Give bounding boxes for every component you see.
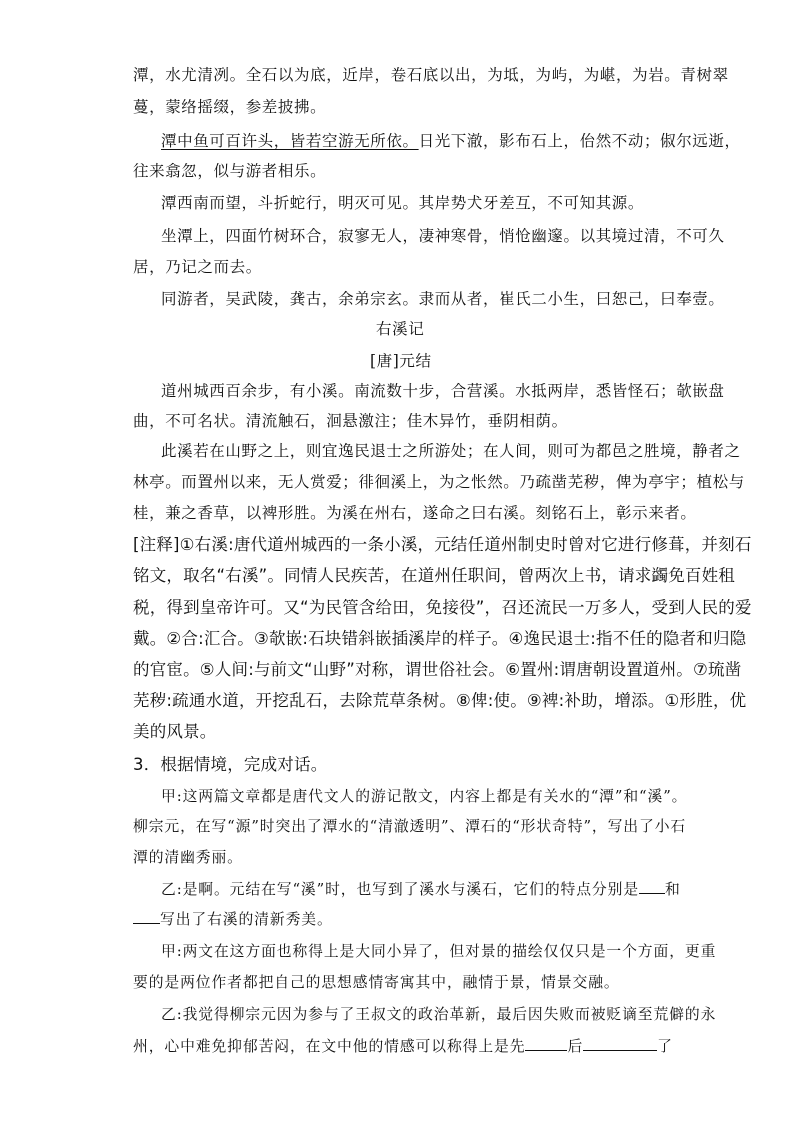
passage1-line: 蔓，蒙络摇缀，参差披拂。 xyxy=(133,98,327,116)
dialogue-text: 乙:是啊。元结在写“溪”时，也写到了溪水与溪石，它们的特点分别是 xyxy=(161,881,640,898)
answer-blank-1[interactable] xyxy=(639,879,665,894)
passage1-line: 往来翕忽，似与游者相乐。 xyxy=(133,162,327,180)
dialogue-text: 后 xyxy=(567,1038,584,1055)
dialogue-line: 乙:我觉得柳宗元因为参与了王叔文的政治革新，最后因失败而被贬谪至荒僻的永 xyxy=(161,1006,717,1023)
dialogue-line: 要的是两位作者都把自己的思想感情寄寓其中，融情于景，情景交融。 xyxy=(133,974,620,991)
dialogue-text: 州，心中难免抑郁苦闷，在文中他的情感可以称得上是先 xyxy=(133,1038,526,1055)
dialogue-line xyxy=(133,909,333,931)
dialogue-line: 甲:这两篇文章都是唐代文人的游记散文，内容上都是有关水的“潭”和“溪”。 xyxy=(161,788,688,805)
dialogue-text: 和 xyxy=(665,881,681,898)
dialogue-line: 甲:两文在这方面也称得上是大同小异了，但对景的描绘仅仅只是一个方面，更重 xyxy=(161,943,717,960)
question-heading: 3．根据情境，完成对话。 xyxy=(133,755,328,774)
note-line: 美的风景。 xyxy=(133,722,217,741)
passage2-line: 此溪若在山野之上，则宜逸民退士之所游处；在人间，则可为都邑之胜境，静者之 xyxy=(161,442,741,460)
passage1-text: 日光下澈，影布石上，佁然不动；俶尔远逝， xyxy=(418,132,741,150)
note-line: 戴。②合:汇合。③欹嵌:石块错斜嵌插溪岸的样子。④逸民退士:指不任的隐者和归隐 xyxy=(133,629,747,648)
answer-blank-2[interactable] xyxy=(133,909,160,924)
dialogue-line xyxy=(161,879,681,901)
dialogue-text: 写出了右溪的清新秀美。 xyxy=(160,911,333,928)
passage-title: 右溪记 xyxy=(376,320,425,338)
passage1-line: 潭西南而望，斗折蛇行，明灭可见。其岸势犬牙差互，不可知其源。 xyxy=(161,194,645,212)
passage2-line: 曲，不可名状。清流触石，洄悬激注；佳木异竹，垂阴相荫。 xyxy=(133,412,568,430)
note-line: 铭文，取名“右溪”。同情人民疾苦，在道州任职间，曾两次上书，请求蠲免百姓租 xyxy=(133,566,735,585)
passage1-paragraph xyxy=(161,130,741,152)
passage1-line: 潭，水尤清冽。全石以为底，近岸，卷石底以出，为坻，为屿，为嵁，为岩。青树翠 xyxy=(133,66,729,84)
note-line: 税，得到皇帝许可。又“为民管含给田，免接役”，召还流民一万多人，受到人民的爱 xyxy=(133,598,752,617)
answer-blank-3[interactable] xyxy=(525,1036,567,1051)
dialogue-line: 潭的清幽秀丽。 xyxy=(133,849,243,866)
passage-author: [唐]元结 xyxy=(370,352,432,370)
passage2-line: 桂，兼之香草，以裨形胜。为溪在州右，遂命之曰右溪。刻铭石上，彰示来者。 xyxy=(133,504,697,522)
passage1-line: 居，乃记之而去。 xyxy=(133,258,262,276)
dialogue-line: 柳宗元，在写“源”时突出了潭水的“清澈透明”、潭石的“形状奇特”，写出了小石 xyxy=(133,818,687,835)
passage2-line: 林亭。而置州以来，无人赏爱；徘徊溪上，为之怅然。乃疏凿芜秽，俾为亭宇；植松与 xyxy=(133,473,745,491)
underlined-sentence: 潭中鱼可百许头，皆若空游无所依。 xyxy=(161,132,419,150)
passage2-line: 道州城西百余步，有小溪。南流数十步，合营溪。水抵两岸，悉皆怪石；欹嵌盘 xyxy=(161,382,725,400)
note-line: [注释]①右溪:唐代道州城西的一条小溪，元结任道州制史时曾对它进行修葺，并刻石 xyxy=(133,535,752,554)
answer-blank-4[interactable] xyxy=(583,1036,657,1051)
dialogue-line xyxy=(133,1036,673,1058)
passage1-line: 坐潭上，四面竹树环合，寂寥无人，凄神寒骨，悄怆幽邃。以其境过清，不可久 xyxy=(161,227,725,245)
note-line: 芜秽:疏通水道，开挖乱石，去除荒草条树。⑧俾:使。⑨裨:补助，增添。①形胜，优 xyxy=(133,691,747,710)
passage1-line: 同游者，吴武陵，龚古，余弟宗玄。隶而从者，崔氏二小生，曰恕己，曰奉壹。 xyxy=(161,290,725,308)
note-line: 的官宦。⑤人间:与前文“山野”对称，谓世俗社会。⑥置州:谓唐朝设置道州。⑦琉凿 xyxy=(133,660,742,679)
dialogue-text: 了 xyxy=(657,1038,673,1055)
